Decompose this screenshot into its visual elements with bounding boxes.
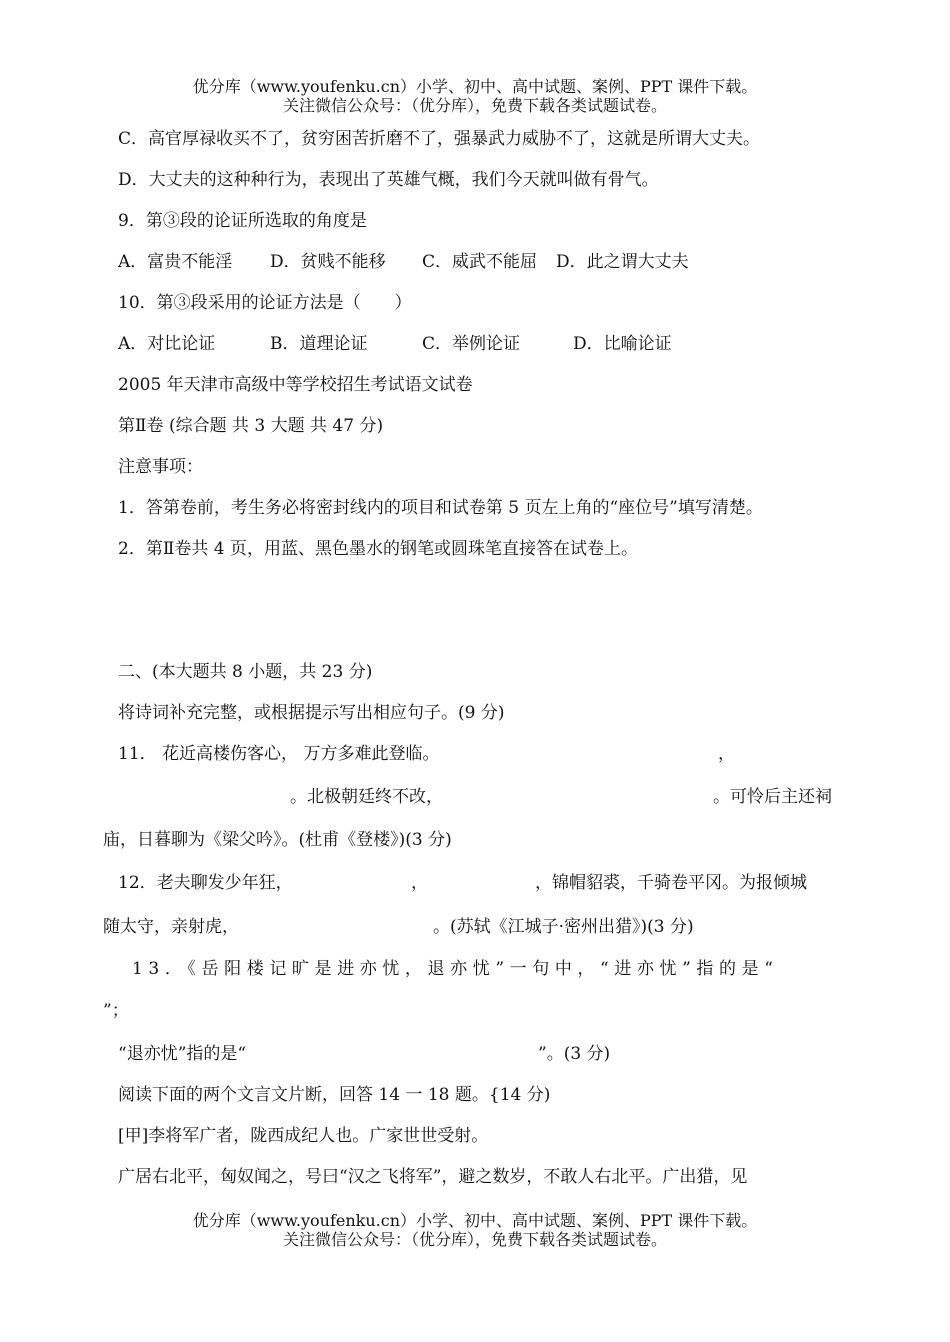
q10-option-d: D．比喻论证 xyxy=(573,334,672,354)
reading-jia-2: 广居右北平，匈奴闻之，号曰“汉之飞将军”，避之数岁，不敢人右北平。广出猎，见 xyxy=(118,1167,748,1187)
notice-2: 2．第Ⅱ卷共 4 页，用蓝、黑色墨水的钢笔或圆珠笔直接答在试卷上。 xyxy=(118,539,638,559)
q10-option-b: B．道理论证 xyxy=(270,334,368,354)
q11-comma: ， xyxy=(718,744,735,764)
q9-option-a: A．富贵不能淫 xyxy=(118,252,233,272)
q8-option-c: C．高官厚禄收买不了，贫穷困苦折磨不了，强暴武力威胁不了，这就是所谓大丈夫。 xyxy=(118,129,761,149)
page-header xyxy=(0,77,950,115)
section-2-heading: 二、(本大题共 8 小题，共 23 分) xyxy=(118,662,373,682)
footer-line-2: 关注微信公众号：（优分库），免费下载各类试题试卷。 xyxy=(282,1230,667,1249)
q12-line-1a: 12．老夫聊发少年狂， xyxy=(118,873,293,893)
header-line-2: 关注微信公众号：（优分库），免费下载各类试题试卷。 xyxy=(282,96,667,115)
q10-option-c: C．举例论证 xyxy=(422,334,521,354)
q11-line-2a: 。北极朝廷终不改， xyxy=(290,787,443,807)
reading-jia-1: [甲]李将军广者，陇西成纪人也。广家世世受射。 xyxy=(118,1126,489,1146)
q13-line-3b: ”。(3 分) xyxy=(538,1044,611,1064)
q12-line-1c: ，锦帽貂裘，千骑卷平冈。为报倾城 xyxy=(535,873,807,893)
q13-line-2: ”； xyxy=(103,1001,129,1021)
q13-line-1: 13．《岳阳楼记旷是进亦忧，退亦忧”一句中，“进亦忧”指的是“ xyxy=(132,959,779,979)
notice-title: 注意事项： xyxy=(118,457,203,477)
exam-title: 2005 年天津市高级中等学校招生考试语文试卷 xyxy=(118,375,473,395)
q9-option-d: D．此之谓大丈夫 xyxy=(556,252,689,272)
exam-part: 第Ⅱ卷 (综合题 共 3 大题 共 47 分) xyxy=(118,416,384,436)
q13-line-3a: “退亦忧”指的是“ xyxy=(118,1044,247,1064)
q8-option-d: D．大丈夫的这种种行为，表现出了英雄气概，我们今天就叫做有骨气。 xyxy=(118,170,659,190)
q9-option-b: D．贫贱不能移 xyxy=(270,252,386,272)
q10-stem: 10．第③段采用的论证方法是（ ） xyxy=(118,293,412,313)
section-2-instruction: 将诗词补充完整，或根据提示写出相应句子。(9 分) xyxy=(118,703,505,723)
footer-line-1: 优分库（www.youfenku.cn）小学、初中、高中试题、案例、PPT 课件下载。 xyxy=(192,1211,758,1230)
page-footer xyxy=(0,1211,950,1249)
q11-line-3: 庙，日暮聊为《梁父吟》。(杜甫《登楼》)(3 分) xyxy=(103,830,452,850)
q11-line-2b: 。可怜后主还祠 xyxy=(713,787,832,807)
q9-option-c: C．威武不能屈 xyxy=(422,252,538,272)
q9-stem: 9．第③段的论证所选取的角度是 xyxy=(118,211,367,231)
q10-option-a: A．对比论证 xyxy=(118,334,216,354)
reading-intro: 阅读下面的两个文言文片断，回答 14 一 18 题。{14 分) xyxy=(118,1085,551,1105)
notice-1: 1．答第卷前，考生务必将密封线内的项目和试卷第 5 页左上角的“座位号”填写清楚。 xyxy=(118,498,763,518)
header-line-1: 优分库（www.youfenku.cn）小学、初中、高中试题、案例、PPT 课件下载。 xyxy=(192,77,758,96)
q12-line-2b: 。(苏轼《江城子·密州出猎》)(3 分) xyxy=(433,917,694,937)
q11-line-1: 11． 花近高楼伤客心， 万方多难此登临。 xyxy=(118,744,440,764)
q12-line-2a: 随太守，亲射虎， xyxy=(103,917,239,937)
q12-line-1b: ， xyxy=(411,873,428,893)
